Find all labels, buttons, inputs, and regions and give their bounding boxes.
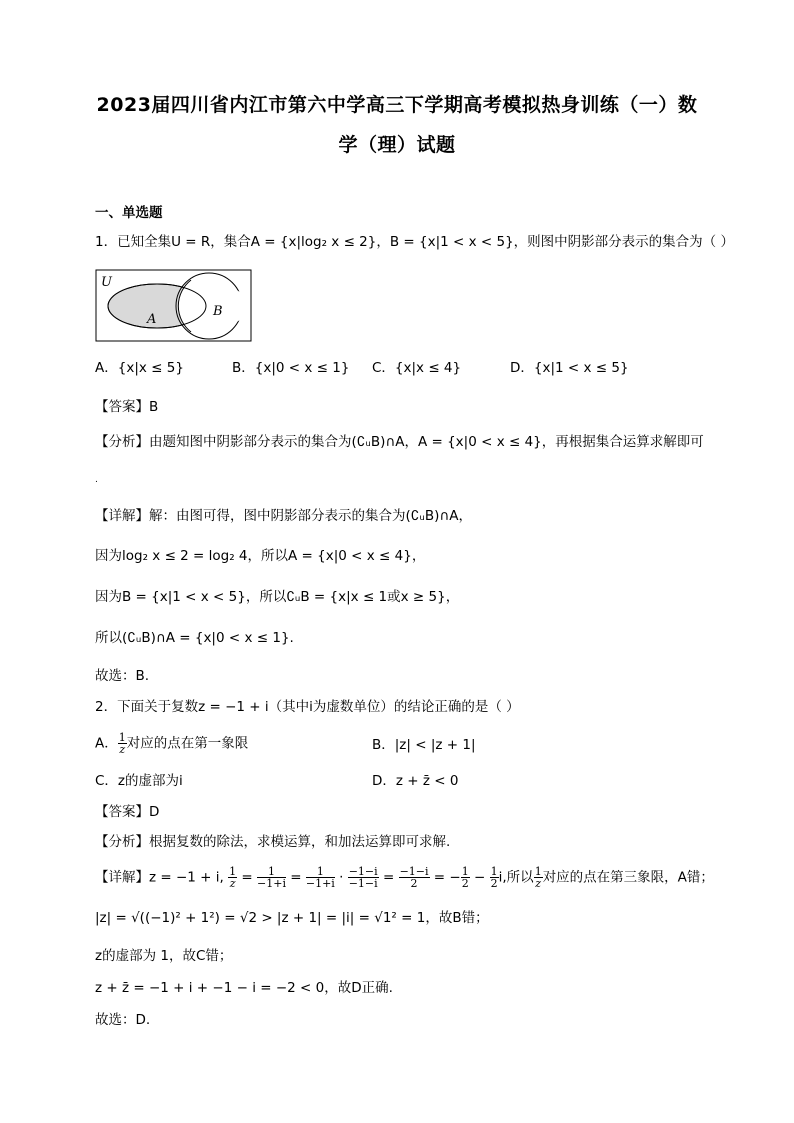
analysis-tag: 【分析】: [95, 434, 149, 450]
page-title-line-1: 2023届四川省内江市第六中学高三下学期高考模拟热身训练（一）数: [96, 94, 698, 116]
fraction-1-over-z-b: $\frac{1}{z}$: [534, 865, 542, 890]
q1-detail-1-text: 解：由图可得，图中阴影部分表示的集合为(∁ᵤB)∩A，: [149, 508, 472, 524]
q1-detail-4: 所以(∁ᵤB)∩A = {x|0 < x ≤ 1}.: [95, 630, 294, 646]
q1-choose: 故选：B.: [95, 668, 150, 684]
fraction-1-over-z: $\frac{1}{z}$: [118, 731, 126, 756]
q1-option-d: D．{x|1 < x ≤ 5}: [510, 360, 629, 376]
detail-tag: 【详解】: [95, 869, 149, 886]
fraction-1-over-neg1pi-b: $\frac{1}{-1+i}$: [305, 865, 335, 890]
venn-label-b: B: [213, 304, 223, 319]
q2-choose: 故选：D.: [95, 1012, 151, 1028]
q2-option-b: B．|z| < |z + 1|: [372, 737, 476, 753]
analysis-tag: 【分析】: [95, 834, 149, 850]
venn-label-a: A: [147, 312, 157, 327]
venn-diagram: [95, 269, 253, 343]
q2-answer-value: D: [149, 804, 160, 820]
q2-detail-2: |z| = √((−1)² + 1²) = √2 > |z + 1| = |i| = √1² = 1，故B错；: [95, 910, 489, 926]
q2-detail-3: z的虚部为 1，故C错；: [95, 948, 233, 964]
q2-analysis-text: 根据复数的除法，求模运算，和加法运算即可求解.: [149, 834, 451, 850]
q2-stem: 2．下面关于复数z = −1 + i（其中i为虚数单位）的结论正确的是（ ）: [95, 699, 520, 715]
q2-analysis: [95, 832, 450, 852]
fraction-half-a: $\frac{1}{2}$: [461, 865, 469, 890]
venn-label-u: U: [101, 275, 112, 290]
q1-detail-3: 因为B = {x|1 < x < 5}，所以∁ᵤB = {x|x ≤ 1或x ≥ 5}，: [95, 589, 460, 605]
q2-detail-4: z + z̄ = −1 + i + −1 − i = −2 < 0，故D正确.: [95, 980, 393, 996]
answer-tag: 【答案】: [95, 399, 149, 415]
q1-answer-value: B: [149, 399, 159, 415]
q1-analysis-dot: .: [95, 475, 98, 485]
fraction-result: $\frac{-1-i}{2}$: [399, 865, 429, 890]
q1-stem: 1．已知全集U = R，集合A = {x|log₂ x ≤ 2}，B = {x|1 < x < 5}，则图中阴影部分表示的集合为（ ）: [95, 234, 734, 250]
q2-option-a-prefix: A．: [95, 735, 118, 752]
q1-analysis: [95, 432, 704, 452]
q1-detail-2: 因为log₂ x ≤ 2 = log₂ 4，所以A = {x|0 < x ≤ 4}，: [95, 548, 426, 564]
q2-option-d: D．z + z̄ < 0: [372, 773, 459, 789]
fraction-half-b: $\frac{1}{2}$: [490, 865, 498, 890]
q2-option-a-text: 对应的点在第一象限: [126, 735, 249, 752]
page-title-line-2: 学（理）试题: [338, 134, 456, 156]
q1-detail-1: [95, 506, 472, 526]
fraction-1-over-neg1pi: $\frac{1}{-1+i}$: [257, 865, 286, 890]
q2-detail-1: 【详解】z = −1 + i, $\frac{1}{z}$ = $\frac{1}{-1+i}$ = $\frac{1}{-1+i}$ · $\frac{-1-i}{-1-i}$ = $\frac{-1-i}{2}$ = − $\frac{1}{2}$ − $\frac{1}{2}$ i,所以 $\frac{1}{z}$ 对应的点在第三象限，A错；: [95, 865, 714, 890]
section-heading: 一、单选题: [95, 205, 163, 221]
fraction-conjugate: $\frac{-1-i}{-1-i}$: [348, 865, 378, 890]
q1-option-b: B．{x|0 < x ≤ 1}: [232, 360, 350, 376]
detail-tag: 【详解】: [95, 508, 149, 524]
q1-option-a: A．{x|x ≤ 5}: [95, 360, 184, 376]
q2-option-a: [95, 732, 248, 755]
q1-analysis-text: 由题知图中阴影部分表示的集合为(∁ᵤB)∩A，A = {x|0 < x ≤ 4}，再根据集合运算求解即可: [149, 434, 704, 450]
q1-answer: [95, 397, 158, 417]
q1-option-c: C．{x|x ≤ 4}: [372, 360, 462, 376]
fraction-1-over-z: $\frac{1}{z}$: [229, 865, 237, 890]
q2-option-c: C．z的虚部为i: [95, 773, 183, 789]
q2-answer: [95, 802, 159, 822]
answer-tag: 【答案】: [95, 804, 149, 820]
